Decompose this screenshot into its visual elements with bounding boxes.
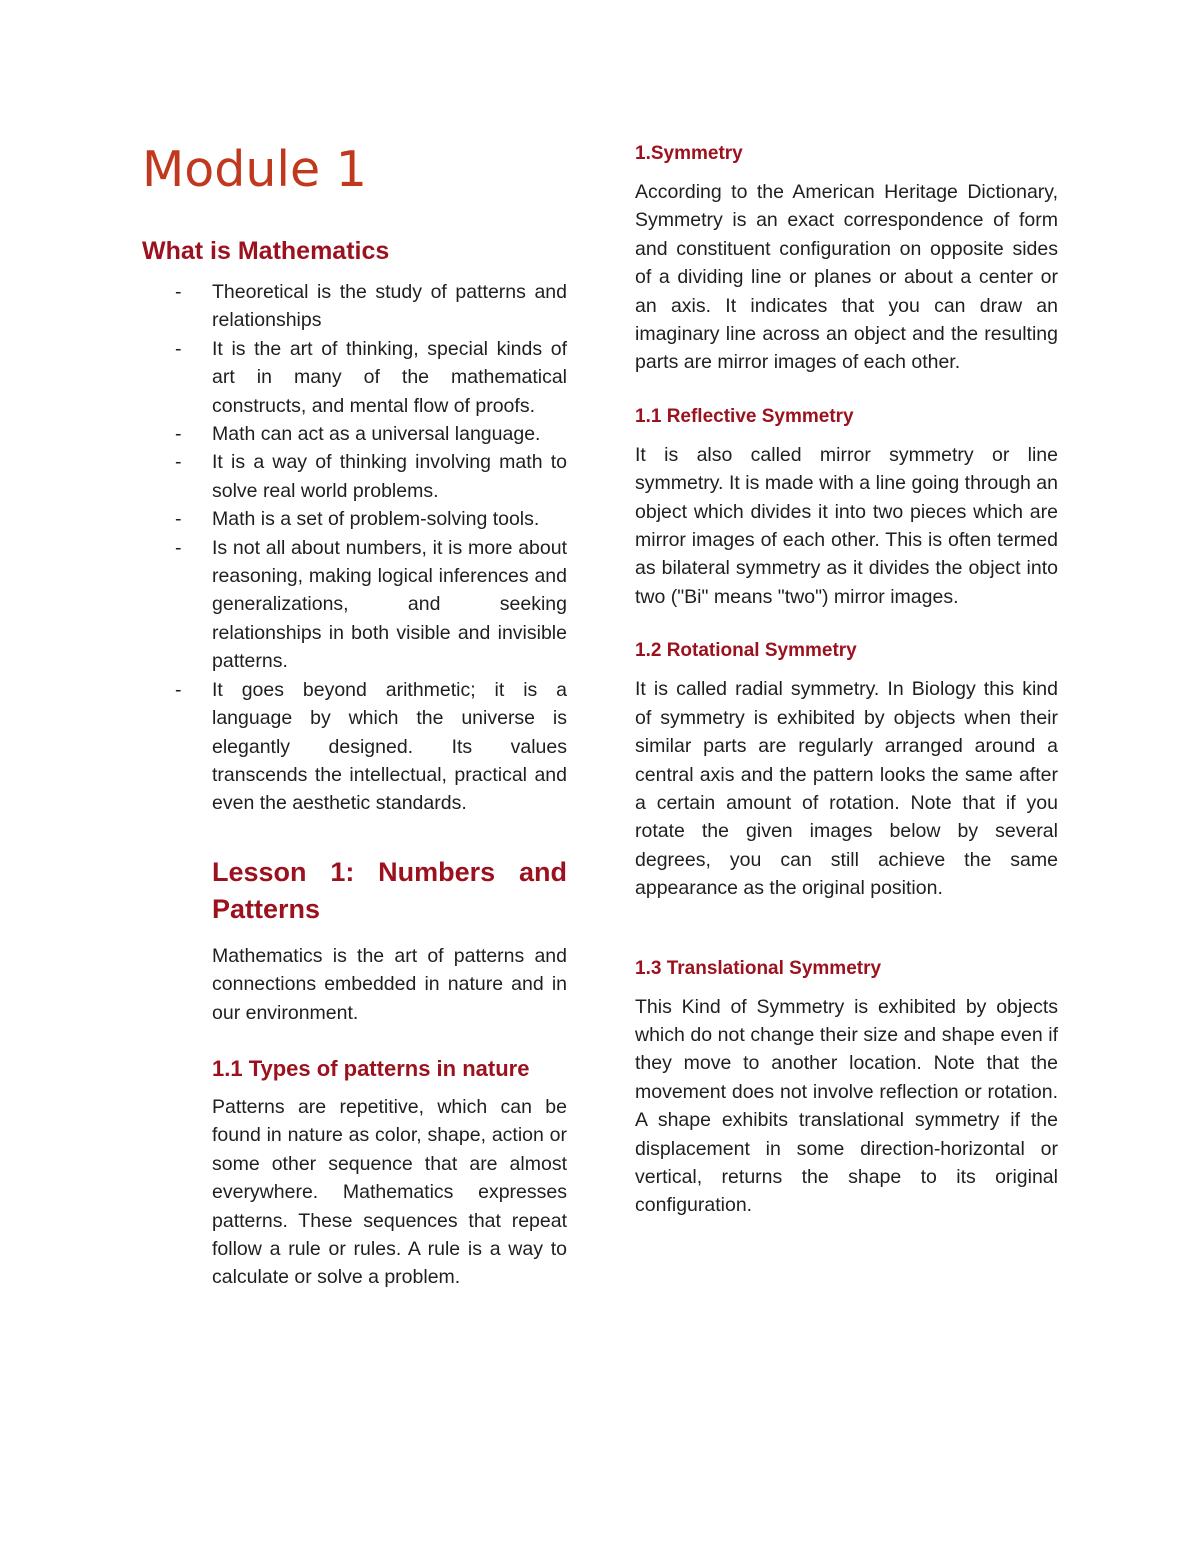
translational-symmetry-heading: 1.3 Translational Symmetry [635,957,882,979]
reflective-symmetry-text: It is also called mirror symmetry or line symmetry. It is made with a line going through an object which divides it into two pieces which are mirror images of each other. This is often termed as bilateral symmetry as it divides the object into two ("Bi" means "two") mirror images. [635,443,1058,608]
dash-bullet: - [175,536,182,559]
types-of-patterns-heading: 1.1 Types of patterns in nature [212,1055,530,1081]
reflective-symmetry-heading: 1.1 Reflective Symmetry [635,405,854,427]
dash-bullet: - [175,678,182,701]
list-item: - It is a way of thinking involving math to solve real world problems. [142,448,567,505]
list-item: - Math is a set of problem-solving tools. [142,505,567,533]
symmetry-heading: 1.Symmetry [635,143,743,164]
dash-bullet: - [175,337,182,360]
what-is-mathematics-heading: What is Mathematics [142,237,390,265]
list-item: - Is not all about numbers, it is more about reasoning, making logical inferences and generalizations, and seeking relationships in both visible and invisible patterns. [142,534,567,676]
module-title: Module 1 [142,141,367,198]
list-item: - Math can act as a universal language. [142,420,567,448]
right-column [635,140,1058,1220]
list-item: - Theoretical is the study of patterns and relationships [142,278,567,335]
translational-symmetry-text: This Kind of Symmetry is exhibited by objects which do not change their size and shape even if they move to another location. Note that the movement does not involve reflection or rotation. A shape exhibits translational symmetry if the displacement in some direction-horizontal or vertical, returns the shape to its original configuration. [635,995,1058,1217]
dash-bullet: - [175,508,182,531]
definition-list [142,278,567,818]
symmetry-text: According to the American Heritage Dictionary, Symmetry is an exact correspondence of form and constituent configuration on opposite sides of a dividing line or planes or about a center or an axis. It indicates that you can draw an imaginary line across an object and the resulting parts are mirror images of each other. [635,181,1058,374]
rotational-symmetry-text: It is called radial symmetry. In Biology this kind of symmetry is exhibited by objects when their similar parts are regularly arranged around a central axis and the pattern looks the same after a certain amount of rotation. Note that if you rotate the given images below by several degrees, you can still achieve the same appearance as the original position. [635,678,1058,900]
list-item: - It goes beyond arithmetic; it is a language by which the universe is elegantly designed. Its values transcends the intellectual, practical and even the aesthetic standards. [142,676,567,818]
left-column [142,140,567,1292]
list-item: - It is the art of thinking, special kinds of art in many of the mathematical constructs, and mental flow of proofs. [142,335,567,420]
dash-bullet: - [175,281,182,303]
rotational-symmetry-heading: 1.2 Rotational Symmetry [635,640,857,662]
dash-bullet: - [175,423,182,446]
dash-bullet: - [175,451,182,474]
types-of-patterns-text: Patterns are repetitive, which can be found in nature as color, shape, action or some other sequence that are almost everywhere. Mathematics expresses patterns. These sequences that repeat follow a rule or rules. A rule is a way to calculate or solve a problem. [212,1095,567,1289]
lesson-title: Lesson 1: Numbers and Patterns [212,856,567,924]
lesson-intro: Mathematics is the art of patterns and connections embedded in nature and in our environment. [212,944,567,1024]
lesson-section [142,854,567,1292]
